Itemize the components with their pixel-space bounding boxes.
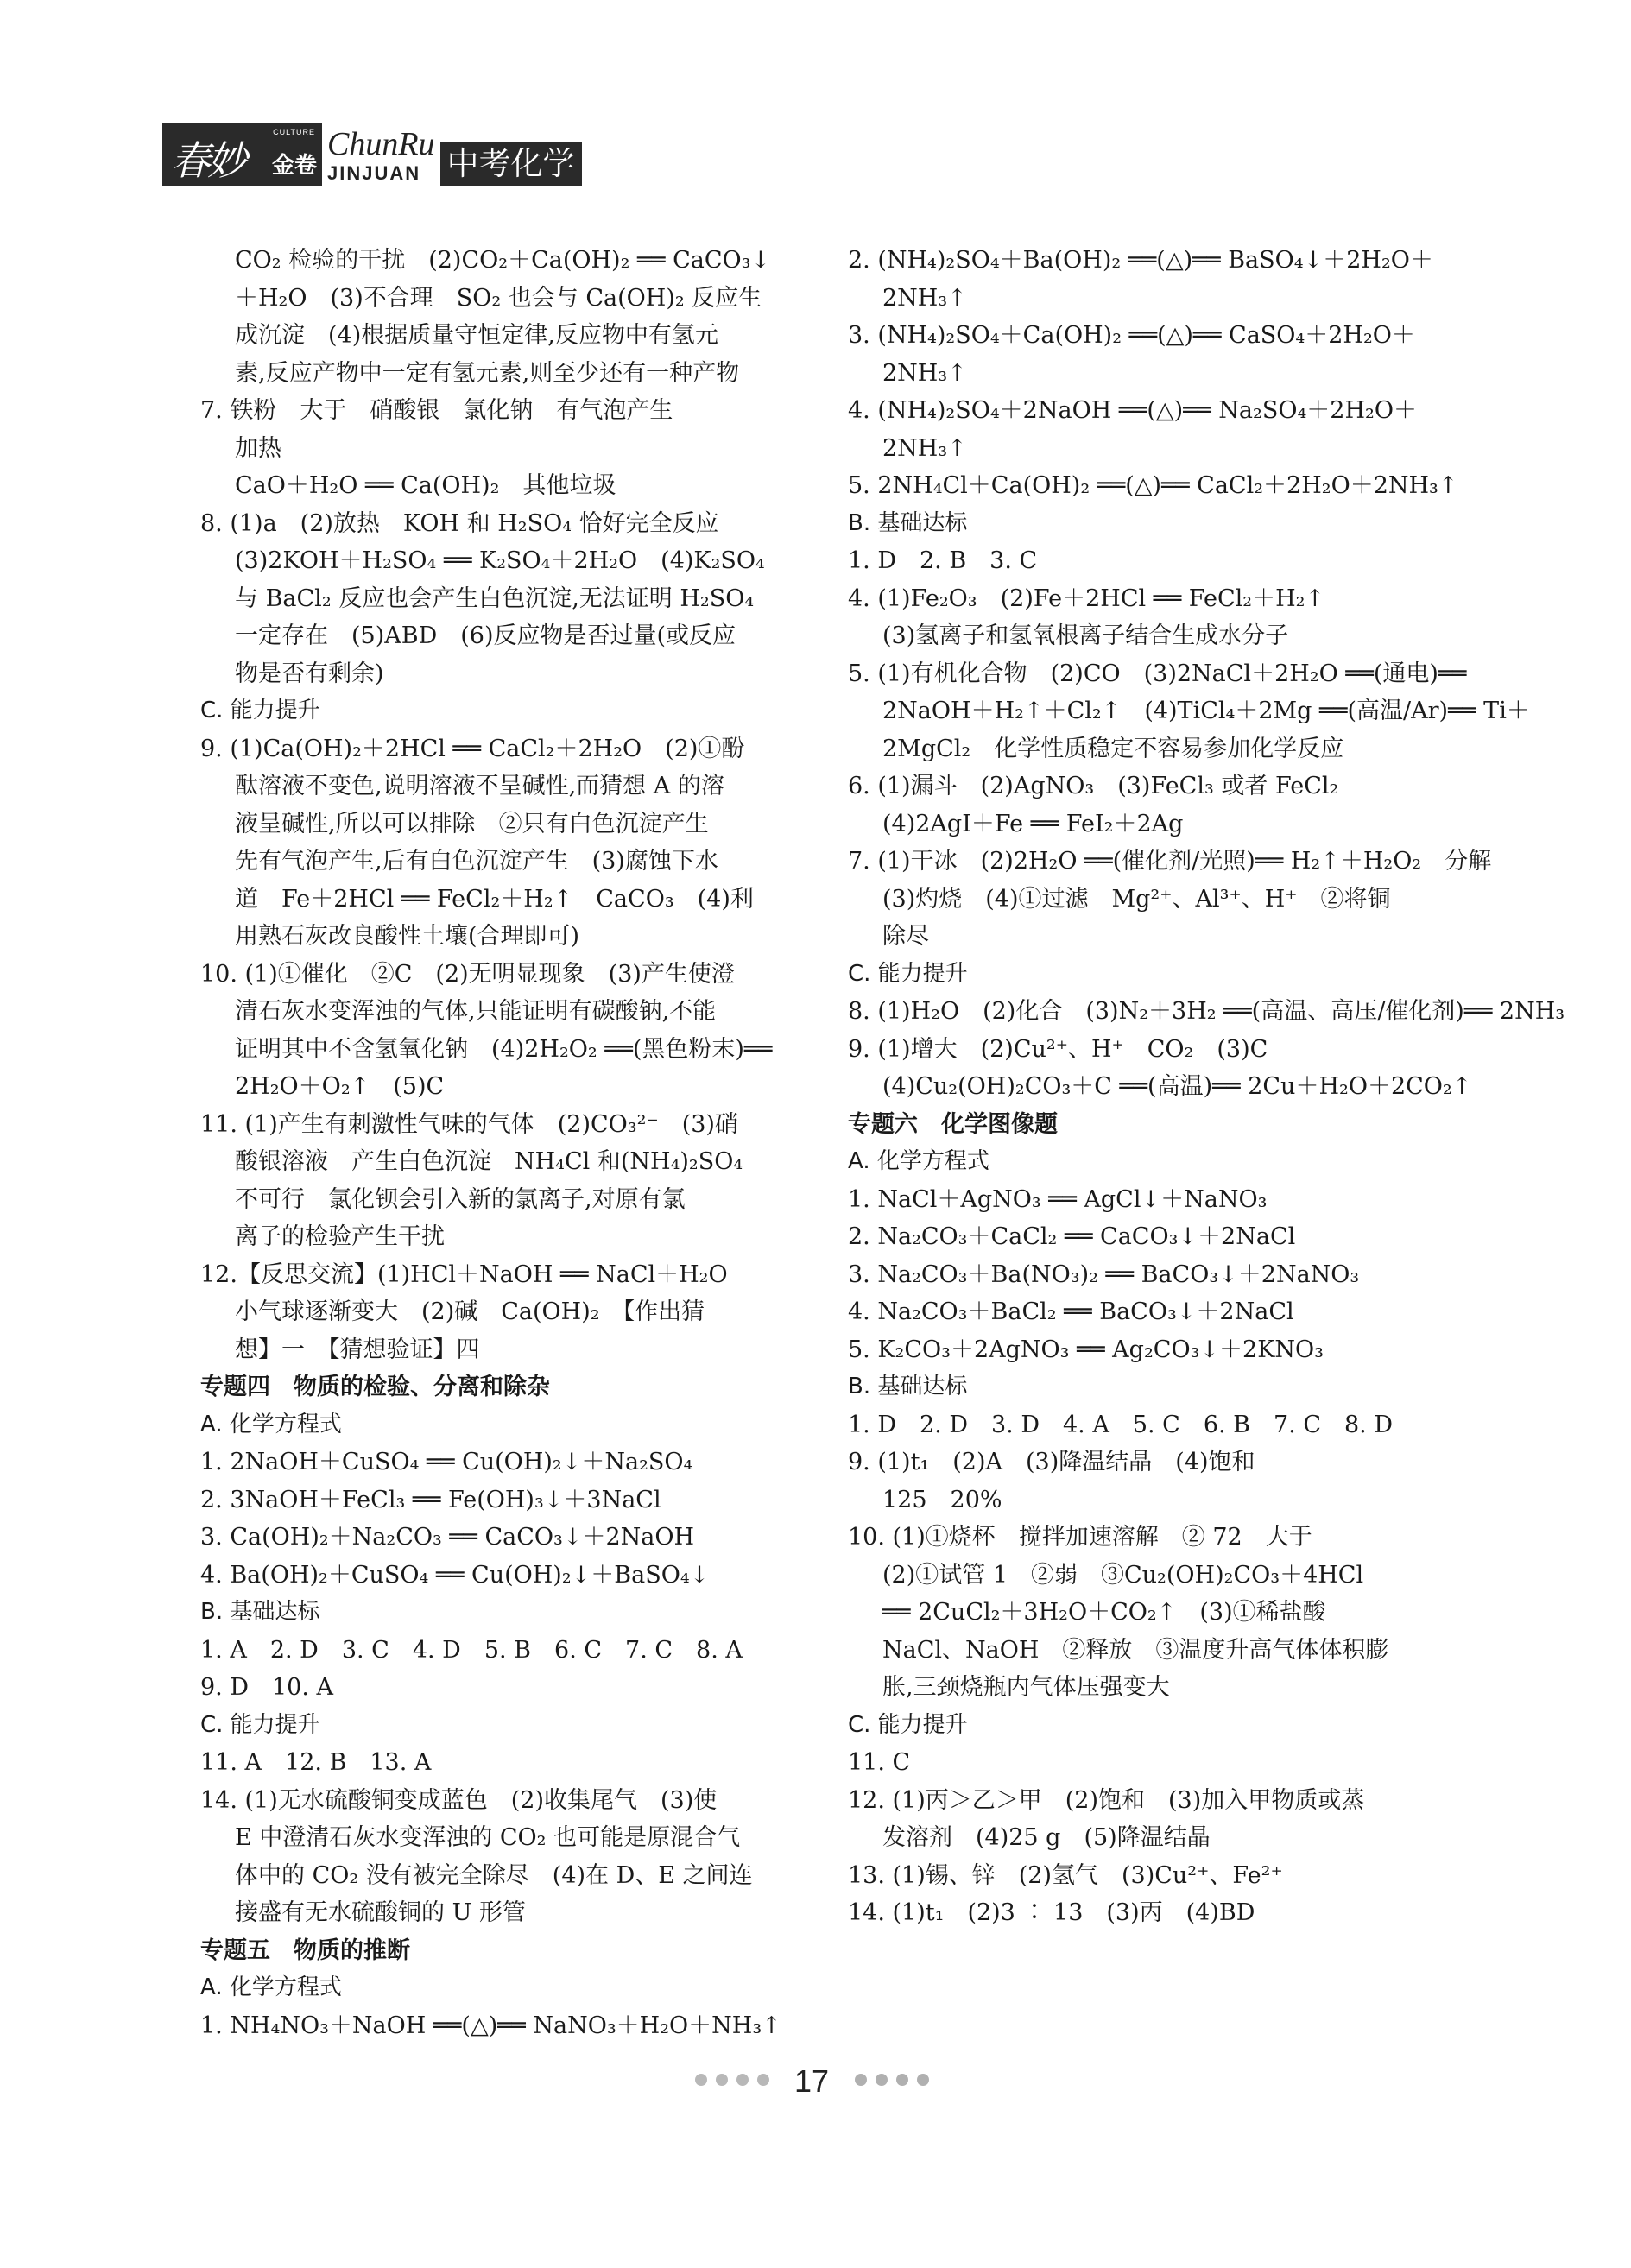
answer-line: 14. (1)无水硫酸铜变成蓝色 (2)收集尾气 (3)使 [200,1786,718,1814]
answer-line: 9. (1)t₁ (2)A (3)降温结晶 (4)饱和 [848,1449,1255,1475]
logo-jinjuan-text: 金卷 [271,153,317,179]
answer-line: 10. (1)①催化 ②C (2)无明显现象 (3)产生使澄 [200,960,735,988]
answer-line: 6. (1)漏斗 (2)AgNO₃ (3)FeCl₃ 或者 FeCl₂ [848,773,1339,799]
answer-line: 4. Na₂CO₃＋BaCl₂ ══ BaCO₃↓＋2NaCl [848,1298,1294,1325]
answer-line: 10. (1)①烧杯 搅拌加速溶解 ② 72 大于 [848,1524,1312,1551]
answer-line: 物是否有剩余) [235,660,384,687]
answer-line: 11. A 12. B 13. A [200,1749,432,1776]
answer-line: CaO＋H₂O ══ Ca(OH)₂ 其他垃圾 [235,472,616,499]
answer-line: 加热 [235,434,281,462]
logo-brush-text: 春妙 [171,137,243,184]
answer-line: 4. Ba(OH)₂＋CuSO₄ ══ Cu(OH)₂↓＋BaSO₄↓ [200,1561,710,1589]
subsection-label: A. 化学方程式 [848,1148,989,1174]
answer-line: 小气球逐渐变大 (2)碱 Ca(OH)₂ 【作出猜 [235,1298,705,1325]
answer-line: 1. A 2. D 3. C 4. D 5. B 6. C 7. C 8. A [200,1636,743,1664]
answer-line: 体中的 CO₂ 没有被完全除尽 (4)在 D、E 之间连 [235,1861,753,1889]
answer-line: E 中澄清石灰水变浑浊的 CO₂ 也可能是原混合气 [235,1824,741,1851]
answer-line: 1. NaCl＋AgNO₃ ══ AgCl↓＋NaNO₃ [848,1185,1268,1213]
brand-chunru: ChunRu [327,126,435,162]
answer-line: 不可行 氯化钡会引入新的氯离子,对原有氯 [235,1185,686,1213]
brand-jinjuan: JINJUAN [327,162,421,184]
answer-line: 8. (1)a (2)放热 KOH 和 H₂SO₄ 恰好完全反应 [200,509,719,537]
answer-line: 2NaOH＋H₂↑＋Cl₂↑ (4)TiCl₄＋2Mg ══(高温/Ar)══ Ti＋ [882,698,1530,724]
footer-dot [855,2074,867,2086]
answer-line: 1. D 2. D 3. D 4. A 5. C 6. B 7. C 8. D [848,1411,1393,1438]
subsection-label: C. 能力提升 [200,698,320,723]
answer-line: 3. (NH₄)₂SO₄＋Ca(OH)₂ ══(△)══ CaSO₄＋2H₂O＋ [848,322,1415,349]
footer-dots-left [695,2074,769,2086]
footer-dot [716,2074,728,2086]
answer-line: 4. (1)Fe₂O₃ (2)Fe＋2HCl ══ FeCl₂＋H₂↑ [848,584,1325,612]
answer-line: ＋H₂O (3)不合理 SO₂ 也会与 Ca(OH)₂ 反应生 [235,284,762,312]
answer-line: 11. C [848,1749,911,1776]
footer-dot [876,2074,888,2086]
answer-line: 9. D 10. A [200,1674,334,1701]
answer-line: (3)氢离子和氢氧根离子结合生成水分子 [882,622,1289,649]
logo-culture-text: CULTURE [273,128,315,136]
answer-line: 2H₂O＋O₂↑ (5)C [235,1073,445,1100]
answer-line: 5. 2NH₄Cl＋Ca(OH)₂ ══(△)══ CaCl₂＋2H₂O＋2NH₃↑ [848,472,1458,499]
subsection-label: A. 化学方程式 [200,1974,342,2000]
answer-line: 2. (NH₄)₂SO₄＋Ba(OH)₂ ══(△)══ BaSO₄↓＋2H₂O＋ [848,247,1433,274]
footer-dot [757,2074,769,2086]
footer-dot [917,2074,929,2086]
right-column [848,242,1565,1932]
answer-line: 酸银溶液 产生白色沉淀 NH₄Cl 和(NH₄)₂SO₄ [235,1148,743,1175]
answer-line: 8. (1)H₂O (2)化合 (3)N₂＋3H₂ ══(高温、高压/催化剂)══ 2NH₃ [848,998,1565,1025]
answer-line: 液呈碱性,所以可以排除 ②只有白色沉淀产生 [235,810,709,837]
answer-line: (2)①试管 1 ②弱 ③Cu₂(OH)₂CO₃＋4HCl [882,1561,1364,1589]
answer-line: CO₂ 检验的干扰 (2)CO₂＋Ca(OH)₂ ══ CaCO₃↓ [235,247,771,274]
answer-line: 1. NH₄NO₃＋NaOH ══(△)══ NaNO₃＋H₂O＋NH₃↑ [200,2012,781,2039]
answer-line: 3. Na₂CO₃＋Ba(NO₃)₂ ══ BaCO₃↓＋2NaNO₃ [848,1260,1360,1288]
answer-line: NaCl、NaOH ②释放 ③温度升高气体体积膨 [882,1636,1389,1664]
subsection-label: C. 能力提升 [848,960,968,987]
answer-line: 成沉淀 (4)根据质量守恒定律,反应物中有氢元 [235,322,718,349]
answer-line: 7. (1)干冰 (2)2H₂O ══(催化剂/光照)══ H₂↑＋H₂O₂ 分解 [848,848,1492,875]
answer-line: 接盛有无水硫酸铜的 U 形管 [235,1899,526,1926]
answer-line: 1. 2NaOH＋CuSO₄ ══ Cu(OH)₂↓＋Na₂SO₄ [200,1449,693,1475]
answer-line: 与 BaCl₂ 反应也会产生白色沉淀,无法证明 H₂SO₄ [235,584,755,612]
subsection-label: B. 基础达标 [848,509,968,536]
footer-dot [736,2074,749,2086]
answer-line: 离子的检验产生干扰 [235,1223,445,1250]
page-footer [0,2063,1631,2098]
answer-line: 4. (NH₄)₂SO₄＋2NaOH ══(△)══ Na₂SO₄＋2H₂O＋ [848,397,1417,424]
answer-line: 12. (1)丙＞乙＞甲 (2)饱和 (3)加入甲物质或蒸 [848,1786,1365,1814]
answer-line: 用熟石灰改良酸性土壤(合理即可) [235,923,580,950]
page-number: 17 [794,2063,830,2099]
subject-title: 中考化学 [440,142,582,186]
section-heading: 专题六 化学图像题 [848,1110,1058,1138]
answer-line: (3)2KOH＋H₂SO₄ ══ K₂SO₄＋2H₂O (4)K₂SO₄ [235,547,765,574]
answer-line: (3)灼烧 (4)①过滤 Mg²⁺、Al³⁺、H⁺ ②将铜 [882,885,1391,913]
section-heading: 专题四 物质的检验、分离和除杂 [200,1374,550,1400]
subsection-label: A. 化学方程式 [200,1411,342,1437]
answer-line: 2NH₃↑ [882,434,967,462]
section-heading: 专题五 物质的推断 [200,1936,410,1964]
answer-line: 胀,三颈烧瓶内气体压强变大 [882,1674,1170,1701]
answer-line: 125 20% [882,1486,1002,1513]
answer-line: 先有气泡产生,后有白色沉淀产生 (3)腐蚀下水 [235,848,718,875]
answer-line: 13. (1)锡、锌 (2)氢气 (3)Cu²⁺、Fe²⁺ [848,1861,1283,1889]
answer-line: 2MgCl₂ 化学性质稳定不容易参加化学反应 [882,735,1344,762]
brand-wordmark [327,128,435,186]
answer-line: 5. (1)有机化合物 (2)CO (3)2NaCl＋2H₂O ══(通电)══ [848,660,1467,687]
answer-line: (4)2AgI＋Fe ══ FeI₂＋2Ag [882,810,1184,837]
footer-dot [695,2074,707,2086]
left-column [200,242,781,2044]
footer-dot [896,2074,908,2086]
brand-logo [162,123,322,186]
answer-line: 2NH₃↑ [882,284,967,312]
answer-line: 一定存在 (5)ABD (6)反应物是否过量(或反应 [235,622,736,649]
answer-line: 素,反应产物中一定有氢元素,则至少还有一种产物 [235,359,740,387]
page-header [162,123,582,186]
subsection-label: B. 基础达标 [848,1374,968,1399]
subsection-label: B. 基础达标 [200,1599,320,1625]
answer-line: 2. 3NaOH＋FeCl₃ ══ Fe(OH)₃↓＋3NaCl [200,1486,661,1513]
footer-dots-right [855,2074,929,2086]
answer-line: 9. (1)增大 (2)Cu²⁺、H⁺ CO₂ (3)C [848,1035,1268,1063]
answer-line: 发溶剂 (4)25 g (5)降温结晶 [882,1824,1211,1851]
answer-line: 证明其中不含氢氧化钠 (4)2H₂O₂ ══(黑色粉末)══ [235,1035,773,1063]
answer-line: 道 Fe＋2HCl ══ FeCl₂＋H₂↑ CaCO₃ (4)利 [235,885,754,913]
answer-line: 11. (1)产生有刺激性气味的气体 (2)CO₃²⁻ (3)硝 [200,1110,738,1138]
answer-line: 2NH₃↑ [882,359,967,387]
answer-line: 12.【反思交流】(1)HCl＋NaOH ══ NaCl＋H₂O [200,1260,728,1288]
subsection-label: C. 能力提升 [848,1711,968,1738]
answer-line: 9. (1)Ca(OH)₂＋2HCl ══ CaCl₂＋2H₂O (2)①酚 [200,735,745,762]
answer-line: 7. 铁粉 大于 硝酸银 氯化钠 有气泡产生 [200,397,673,424]
answer-line: 酞溶液不变色,说明溶液不呈碱性,而猜想 A 的溶 [235,773,724,799]
answer-line: 3. Ca(OH)₂＋Na₂CO₃ ══ CaCO₃↓＋2NaOH [200,1524,695,1551]
answer-line: 2. Na₂CO₃＋CaCl₂ ══ CaCO₃↓＋2NaCl [848,1223,1296,1250]
answer-line: 1. D 2. B 3. C [848,547,1038,574]
answer-line: (4)Cu₂(OH)₂CO₃＋C ══(高温)══ 2Cu＋H₂O＋2CO₂↑ [882,1073,1472,1100]
answer-line: ══ 2CuCl₂＋3H₂O＋CO₂↑ (3)①稀盐酸 [882,1599,1326,1626]
answer-line: 清石灰水变浑浊的气体,只能证明有碳酸钠,不能 [235,998,717,1025]
subsection-label: C. 能力提升 [200,1711,320,1738]
answer-line: 5. K₂CO₃＋2AgNO₃ ══ Ag₂CO₃↓＋2KNO₃ [848,1336,1324,1363]
answer-line: 除尽 [882,923,929,950]
answer-line: 14. (1)t₁ (2)3 ∶ 13 (3)丙 (4)BD [848,1899,1255,1926]
answer-line: 想】一 【猜想验证】四 [235,1336,480,1363]
